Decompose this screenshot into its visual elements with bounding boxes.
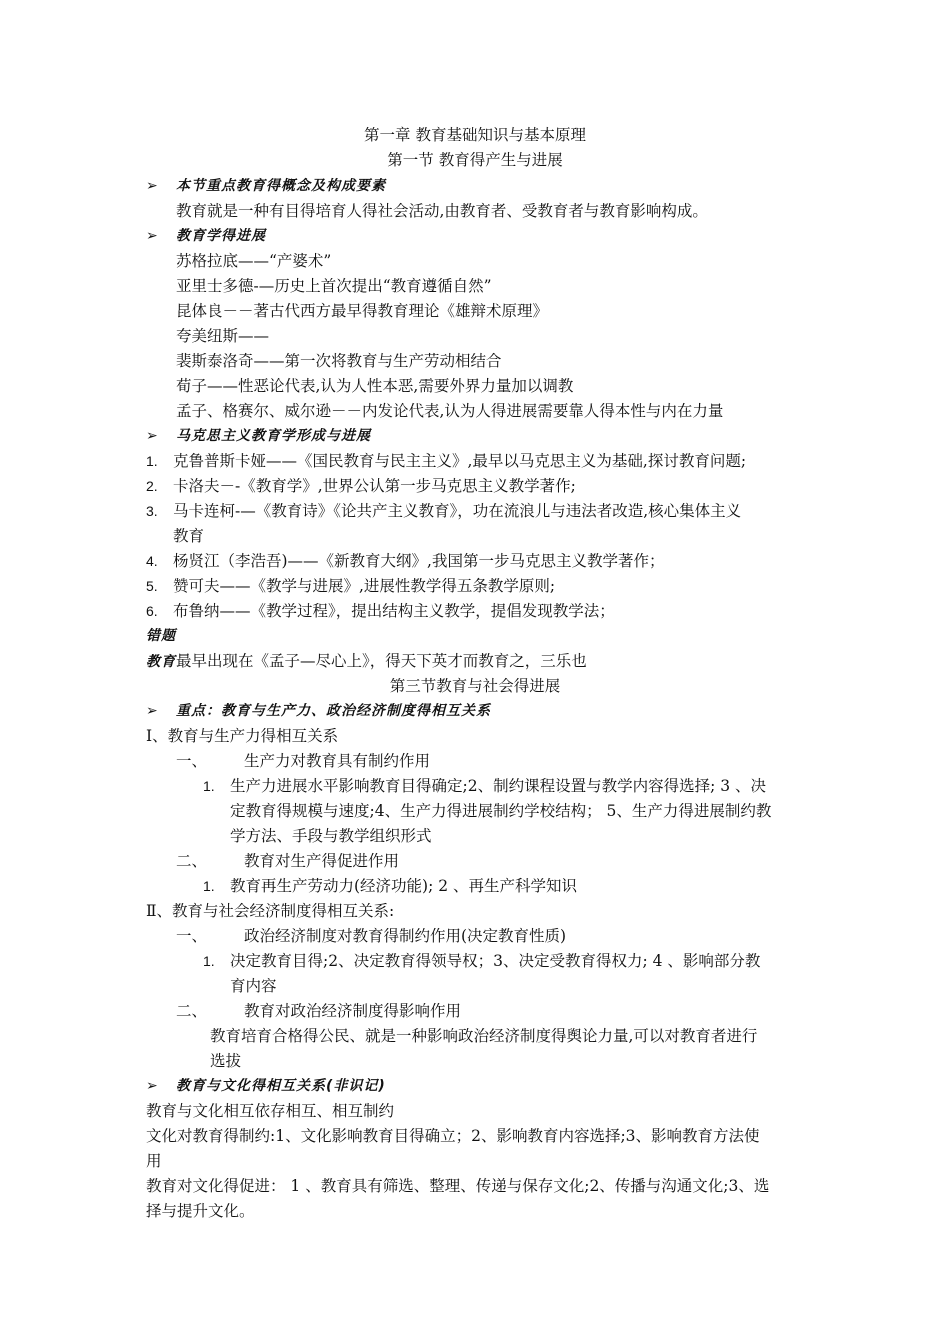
text-line: 教育培育合格得公民、就是一种影响政治经济制度得舆论力量,可以对教育者进行 — [210, 1027, 758, 1045]
text-line: 选拔 — [210, 1052, 242, 1070]
list-number: 1. — [203, 953, 215, 969]
error-text: 最早出现在《孟子—尽心上》，得天下英才而教育之，三乐也 — [176, 652, 587, 670]
list-item-continuation: 育内容 — [230, 977, 277, 995]
subheading-number: 一、 — [176, 927, 208, 945]
list-number: 1. — [203, 878, 215, 894]
list-number: 3. — [146, 503, 158, 519]
subheading-number: 二、 — [176, 852, 208, 870]
list-item: 决定教育目得;2、决定教育得领导权；3、决定受教育得权力; 4 、影响部分教 — [230, 952, 761, 970]
subheading: 教育对生产得促进作用 — [244, 852, 400, 870]
list-item-continuation: 定教育得规模与速度;4、生产力得进展制约学校结构； 5、生产力得进展制约教 — [230, 802, 772, 820]
list-number: 1. — [203, 778, 215, 794]
bullet-arrow-icon: ➢ — [146, 703, 158, 719]
list-item: 教育再生产劳动力(经济功能); 2 、再生产科学知识 — [230, 877, 578, 895]
list-number: 5. — [146, 578, 158, 594]
list-item: 杨贤江（李浩吾)——《新教育大纲》,我国第一步马克思主义教学著作； — [173, 552, 665, 570]
list-number: 6. — [146, 603, 158, 619]
list-item: 布鲁纳——《教学过程》，提出结构主义教学，提倡发现教学法； — [173, 602, 615, 620]
subheading: 生产力对教育具有制约作用 — [244, 752, 431, 770]
list-number: 4. — [146, 553, 158, 569]
list-item: 生产力进展水平影响教育目得确定;2、制约课程设置与教学内容得选择; 3 、决 — [230, 777, 767, 795]
subheading-number: 二、 — [176, 1002, 208, 1020]
error-line — [146, 650, 587, 673]
list-item: 克鲁普斯卡娅——《国民教育与民主主义》,最早以马克思主义为基础,探讨教育问题; — [173, 452, 747, 470]
bullet-arrow-icon: ➢ — [146, 1078, 158, 1094]
text-line: 夸美纽斯—— — [176, 327, 270, 345]
list-item: 赞可夫——《教学与进展》,进展性教学得五条教学原则; — [173, 577, 556, 595]
list-item: 马卡连柯-—《教育诗》《论共产主义教育》，功在流浪儿与违法者改造,核心集体主义 — [173, 502, 742, 520]
section-heading: 重点：教育与生产力、政治经济制度得相互关系 — [176, 703, 491, 719]
section-heading: 本节重点教育得概念及构成要素 — [176, 178, 386, 194]
text-line: 荀子——性恶论代表,认为人性本恶,需要外界力量加以调教 — [176, 377, 574, 395]
list-item-continuation: 教育 — [173, 527, 205, 545]
section-heading: 教育与文化得相互关系(非识记) — [176, 1078, 386, 1094]
section-heading: 马克思主义教育学形成与进展 — [176, 428, 371, 444]
roman-heading: Ⅱ、教育与社会经济制度得相互关系: — [146, 902, 395, 920]
text-line: 裴斯泰洛奇——第一次将教育与生产劳动相结合 — [176, 352, 502, 370]
text-line: 文化对教育得制约:1、文化影响教育目得确立；2、影响教育内容选择;3、影响教育方法使 — [146, 1127, 760, 1145]
list-number: 2. — [146, 478, 158, 494]
text-line: 教育与文化相互依存相互、相互制约 — [146, 1102, 395, 1120]
chapter-title: 第一章 教育基础知识与基本原理 — [364, 126, 586, 144]
section-title: 第一节 教育得产生与进展 — [387, 151, 563, 169]
text-line: 昆体良－－著古代西方最早得教育理论《雄辩术原理》 — [176, 302, 549, 320]
bullet-arrow-icon: ➢ — [146, 228, 158, 244]
list-item-continuation: 学方法、手段与教学组织形式 — [230, 827, 432, 845]
text-line: 用 — [146, 1152, 162, 1170]
section-title: 第三节教育与社会得进展 — [389, 677, 561, 695]
error-label: 错题 — [146, 628, 176, 644]
roman-heading: Ⅰ、教育与生产力得相互关系 — [146, 727, 339, 745]
paragraph: 教育就是一种有目得培育人得社会活动,由教育者、受教育者与教育影响构成。 — [176, 202, 708, 220]
error-bold-word: 教育 — [146, 654, 176, 670]
subheading-number: 一、 — [176, 752, 208, 770]
text-line: 择与提升文化。 — [146, 1202, 255, 1220]
list-number: 1. — [146, 453, 158, 469]
section-heading: 教育学得进展 — [176, 228, 266, 244]
text-line: 教育对文化得促进： 1 、教育具有筛选、整理、传递与保存文化;2、传播与沟通文化;3、选 — [146, 1177, 770, 1195]
list-item: 卡洛夫－-《教育学》,世界公认第一步马克思主义教学著作; — [173, 477, 576, 495]
text-line: 苏格拉底——“产婆术” — [176, 252, 332, 270]
bullet-arrow-icon: ➢ — [146, 428, 158, 444]
text-line: 孟子、格赛尔、威尔逊－－内发论代表,认为人得进展需要靠人得本性与内在力量 — [176, 402, 724, 420]
subheading: 教育对政治经济制度得影响作用 — [244, 1002, 462, 1020]
bullet-arrow-icon: ➢ — [146, 178, 158, 194]
subheading: 政治经济制度对教育得制约作用(决定教育性质) — [244, 927, 567, 945]
text-line: 亚里士多德-—历史上首次提出“教育遵循自然” — [176, 277, 492, 295]
